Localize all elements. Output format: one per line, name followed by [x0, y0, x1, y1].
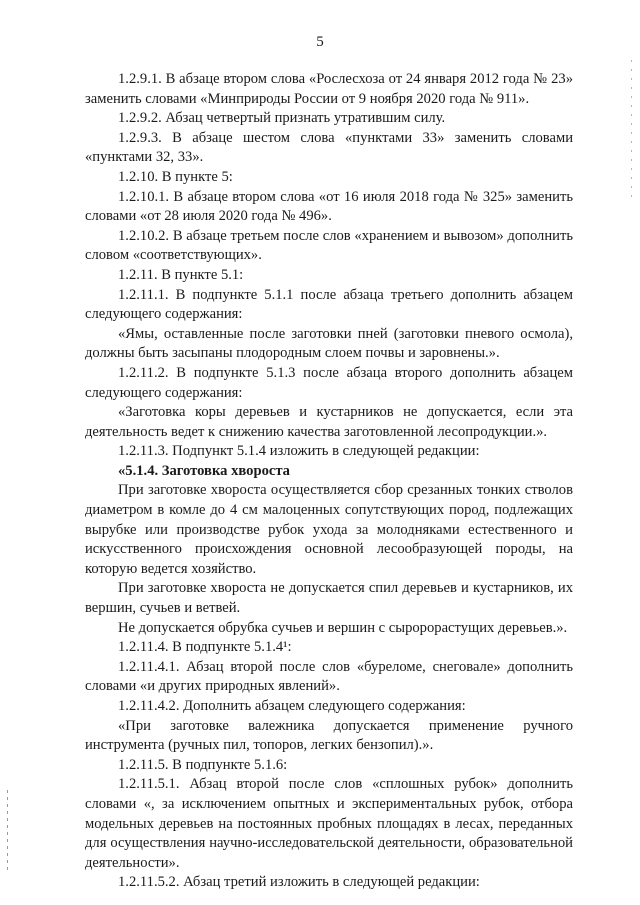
paragraph: 1.2.11.5.1. Абзац второй после слов «сплошных рубок» дополнить словами «, за исключением опытных и экспериментальных рубок, отбора модельных деревьев на постоянных пробных площадях в лесах, переданных для осуществления научно-исследовательской деятельности, образовательной деятельности».: [85, 776, 573, 871]
paragraph: 1.2.9.3. В абзаце шестом слова «пунктами 33» заменить словами «пунктами 32, 33».: [85, 129, 573, 166]
paragraph: 1.2.9.2. Абзац четвертый признать утратившим силу.: [118, 110, 446, 127]
paragraph: 1.2.11.1. В подпункте 5.1.1 после абзаца третьего дополнить абзацем следующего содержания:: [85, 286, 573, 323]
paragraph: 1.2.11.5. В подпункте 5.1.6:: [118, 756, 288, 773]
scan-edge-mark-left: [7, 790, 8, 870]
paragraph: 1.2.11. В пункте 5.1:: [118, 266, 244, 283]
document-body: [85, 70, 573, 893]
paragraph: При заготовке хвороста осуществляется сбор срезанных тонких стволов диаметром в комле до 4 см малоценных сопутствующих пород, подлежащих вырубке или производстве рубок ухода за молодняками естественного и искусственного происхождения основной лесообразующей породы, на которую ведется хозяйство.: [85, 482, 573, 577]
section-heading: «5.1.4. Заготовка хвороста: [118, 462, 290, 479]
paragraph: 1.2.11.4.1. Абзац второй после слов «буреломе, снеговале» дополнить словами «и других природных явлений».: [85, 658, 573, 695]
paragraph: 1.2.10.1. В абзаце втором слова «от 16 июля 2018 года № 325» заменить словами «от 28 июля 2020 года № 496».: [85, 188, 573, 225]
paragraph: 1.2.11.5.2. Абзац третий изложить в следующей редакции:: [118, 874, 480, 891]
page-number: 5: [316, 34, 324, 50]
paragraph: 1.2.11.4. В подпункте 5.1.4¹:: [118, 639, 292, 656]
paragraph: 1.2.11.4.2. Дополнить абзацем следующего содержания:: [118, 698, 466, 714]
paragraph: При заготовке хвороста не допускается спил деревьев и кустарников, их вершин, сучьев и ветвей.: [85, 580, 573, 617]
paragraph: 1.2.11.3. Подпункт 5.1.4 изложить в следующей редакции:: [118, 443, 480, 460]
paragraph: 1.2.10. В пункте 5:: [118, 168, 233, 185]
paragraph: 1.2.11.2. В подпункте 5.1.3 после абзаца второго дополнить абзацем следующего содержания:: [85, 364, 573, 401]
paragraph: 1.2.9.1. В абзаце втором слова «Рослесхоза от 24 января 2012 года № 23» заменить словами «Минприроды России от 9 ноября 2020 года № 911».: [85, 71, 573, 107]
scan-edge-mark-right: [631, 60, 632, 200]
paragraph: «Заготовка коры деревьев и кустарников не допускается, если эта деятельность ведет к снижению качества заготовленной лесопродукции.».: [85, 404, 573, 440]
paragraph: Не допускается обрубка сучьев и вершин с сыророрастущих деревьев.».: [118, 619, 568, 636]
paragraph: 1.2.10.2. В абзаце третьем после слов «хранением и вывозом» дополнить словом «соответствующих».: [85, 227, 573, 264]
paragraph: «Ямы, оставленные после заготовки пней (заготовки пневого осмола), должны быть засыпаны плодородным слоем почвы и заровнены.».: [85, 325, 573, 362]
paragraph: «При заготовке валежника допускается применение ручного инструмента (ручных пил, топоров, легких бензопил).».: [85, 717, 573, 754]
